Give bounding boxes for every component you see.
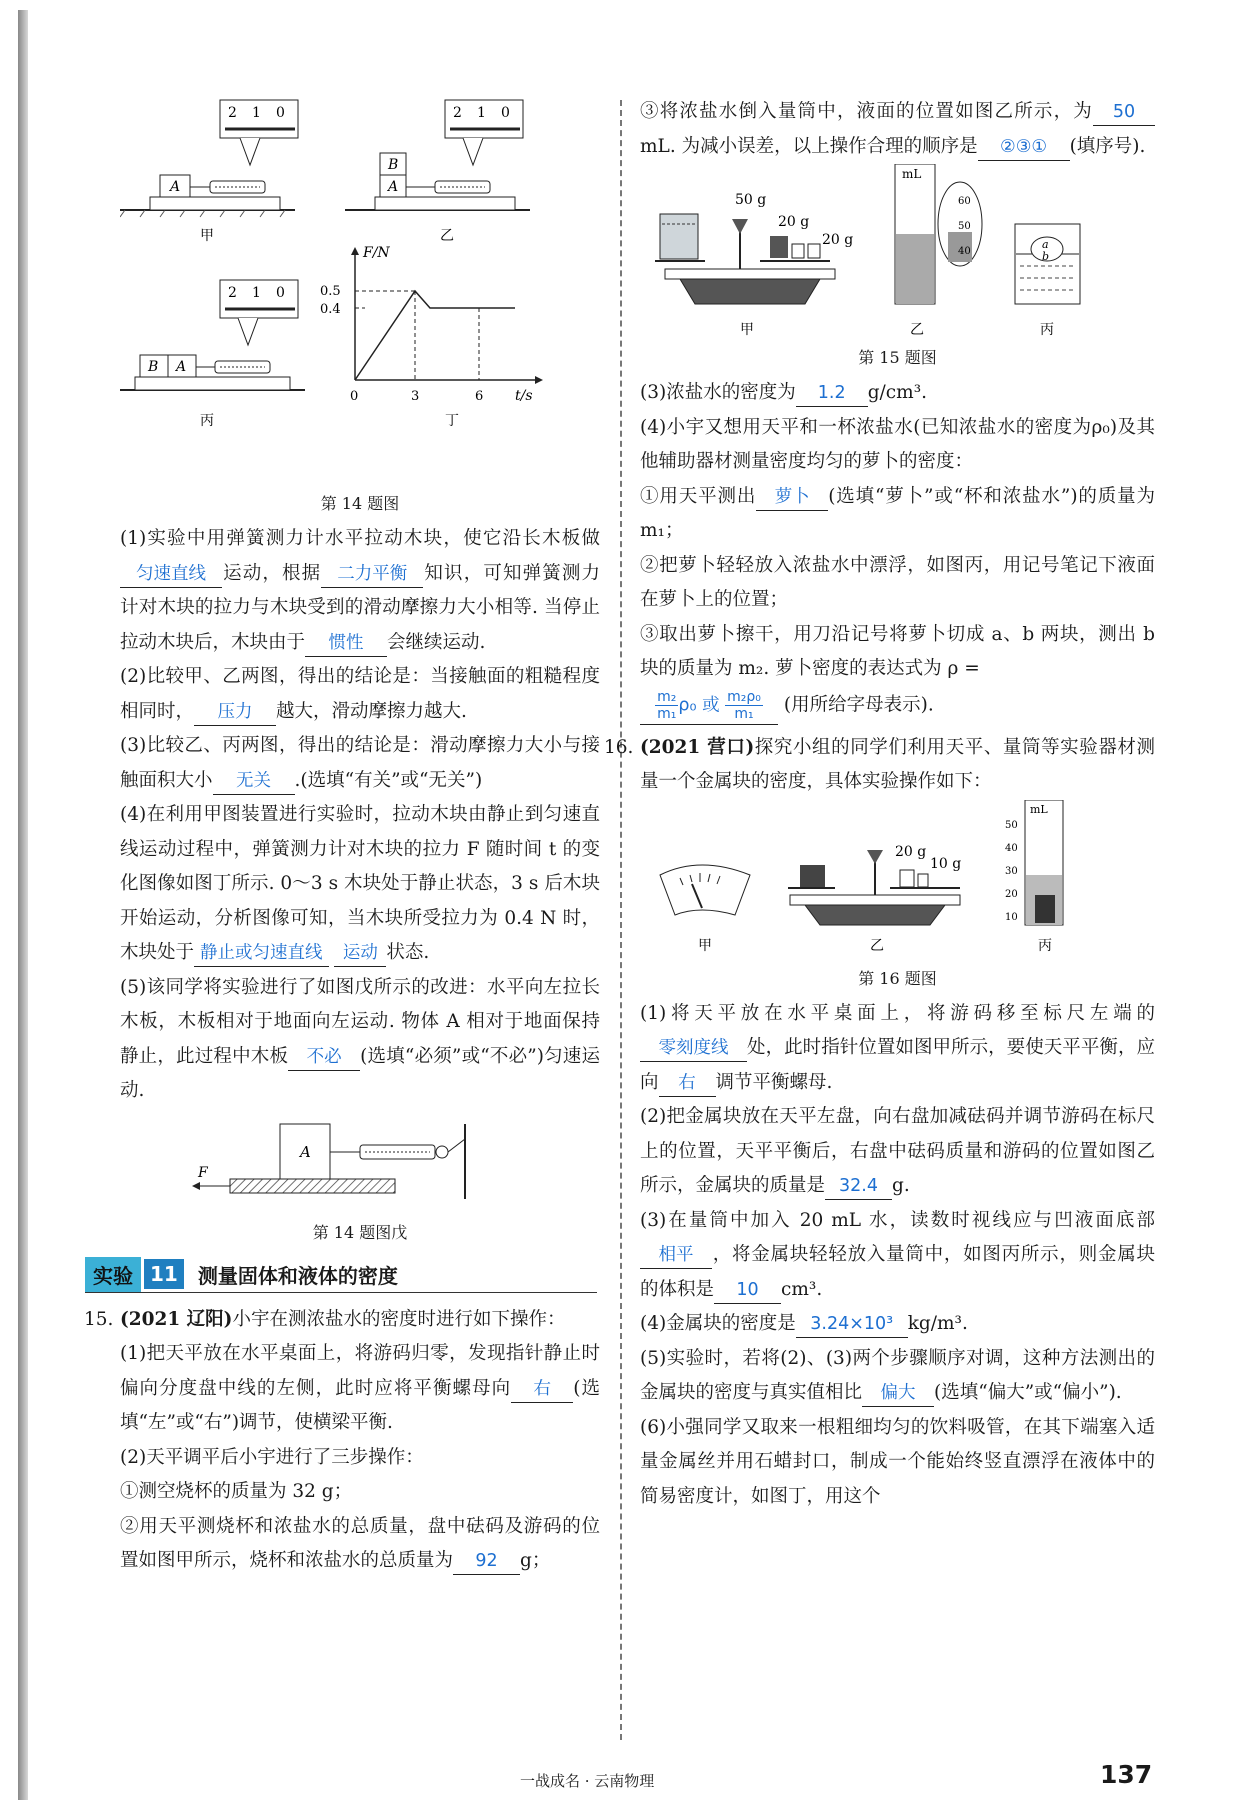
q14-part1: (1)实验中用弹簧测力计水平拉动木块，使它沿长木板做匀速直线 运动，根据 二力平衡 知识，可知弹簧测力计对木块的拉力与木块受到的滑动摩擦力大小相等. 当停止拉动木块后，木块由于 惯性 会继续运动.	[120, 522, 600, 660]
q16-part2: (2)把金属块放在天平左盘，向右盘加减砝码并调节游码在标尺上的位置，天平平衡后，右盘中砝码质量和游码的位置如图乙所示，金属块的质量是 32.4 g.	[640, 1100, 1155, 1204]
svg-text:mL: mL	[902, 167, 922, 181]
svg-text:60: 60	[958, 196, 971, 207]
svg-text:乙: 乙	[910, 322, 924, 338]
svg-text:2: 2	[228, 105, 237, 121]
svg-text:20 g: 20 g	[822, 232, 854, 248]
svg-text:2: 2	[228, 285, 237, 301]
q15-part4c: ③取出萝卜擦干，用刀沿记号将萝卜切成 a、b 两块，测出 b 块的质量为 m₂. 萝卜密度的表达式为 ρ =	[640, 623, 1155, 679]
q16-part3: (3)在量筒中加入 20 mL 水，读数时视线应与凹液面底部相平 ，将金属块轻轻放入量筒中，如图丙所示，则金属块的体积是 10 cm³.	[640, 1204, 1155, 1308]
svg-text:b: b	[1042, 250, 1050, 263]
fig15-cylinder	[895, 164, 982, 338]
q14-part4: (4)在利用甲图装置进行实验时，拉动木块由静止到匀速直线运动过程中，弹簧测力计对木块的拉力 F 随时间 t 的变化图像如图丁所示. 0～3 s 木块处于静止状态，3 s 后木块开始运动，分析图像可知，当木块所受拉力为 0.4 N 时，木块处于 静止或匀速直线 运动 状态.	[120, 798, 600, 971]
figure-14	[120, 95, 600, 485]
fig16-dial	[660, 865, 750, 954]
svg-text:甲: 甲	[740, 322, 754, 338]
page-binding-shadow	[18, 10, 28, 1800]
svg-text:a: a	[1042, 238, 1049, 251]
svg-text:40: 40	[1005, 842, 1018, 854]
svg-text:丙: 丙	[1040, 322, 1054, 338]
footer-book-title: 一战成名 · 云南物理	[520, 1772, 655, 1790]
svg-text:1: 1	[477, 105, 486, 121]
svg-text:0: 0	[501, 105, 510, 121]
figure-16	[640, 800, 1155, 960]
svg-text:50: 50	[958, 221, 971, 232]
figure-15	[640, 164, 1155, 339]
svg-text:1: 1	[252, 285, 261, 301]
fig16-caption: 第 16 题图	[858, 968, 937, 988]
page-number: 137	[1100, 1760, 1153, 1789]
q14-part2: (2)比较甲、乙两图，得出的结论是：当接触面的粗糙程度相同时， 压力 越大，滑动摩擦力越大.	[120, 660, 600, 729]
svg-text:50 g: 50 g	[735, 192, 767, 208]
svg-text:20: 20	[1005, 888, 1018, 900]
q15-part1: (1)把天平放在水平桌面上，将游码归零，发现指针静止时偏向分度盘中线的左侧，此时应将平衡螺母向 右 (选填“左”或“右”)调节，使横梁平衡.	[120, 1343, 600, 1433]
svg-text:0.4: 0.4	[320, 302, 341, 317]
q16-part1: (1)将天平放在水平桌面上，将游码移至标尺左端的零刻度线 处，此时指针位置如图甲所示，要使天平平衡，应向 右 调节平衡螺母.	[640, 997, 1155, 1101]
fig14-wu-caption: 第 14 题图戊	[312, 1222, 408, 1242]
svg-text:10 g: 10 g	[930, 855, 962, 872]
svg-text:t/s: t/s	[515, 388, 533, 404]
q15-part2: (2)天平调平后小宇进行了三步操作：	[120, 1446, 424, 1468]
fig15-beaker	[1015, 224, 1080, 338]
svg-text:丁: 丁	[445, 413, 459, 429]
svg-text:0.5: 0.5	[320, 284, 341, 299]
q14-part5: (5)该同学将实验进行了如图戊所示的改进：水平向左拉长木板，木板相对于地面向左运动. 物体 A 相对于地面保持静止，此过程中木板 不必 (选填“必须”或“不必”)匀速运动.	[120, 976, 600, 1101]
q15-part4a: ①用天平测出 萝卜 (选填“萝卜”或“杯和浓盐水”)的质量为 m₁；	[640, 485, 1155, 541]
svg-text:mL: mL	[1030, 802, 1048, 816]
svg-text:B: B	[388, 157, 399, 173]
svg-text:50: 50	[1005, 819, 1018, 831]
section-header: 实验 11 测量固体和液体的密度	[85, 1257, 597, 1293]
q16-part5: (5)实验时，若将(2)、(3)两个步骤顺序对调，这种方法测出的金属块的密度与真实值相比 偏大 (选填“偏大”或“偏小”).	[640, 1342, 1155, 1411]
q16-part4: (4)金属块的密度是 3.24×10³ kg/m³.	[640, 1307, 1155, 1342]
q15-intro: 15. (2021 辽阳)小宇在测浓盐水的密度时进行如下操作：	[84, 1308, 566, 1330]
svg-text:甲: 甲	[698, 937, 712, 954]
q15-step1: ①测空烧杯的质量为 32 g；	[120, 1481, 353, 1502]
q15-part4: (4)小宇又想用天平和一杯浓盐水(已知浓盐水的密度为ρ₀)及其他辅助器材测量密度均匀的萝卜的密度：	[640, 416, 1155, 472]
svg-text:A: A	[300, 1142, 311, 1161]
fig16-balance	[788, 844, 961, 954]
q16-intro: 16. (2021 营口)探究小组的同学们利用天平、量筒等实验器材测量一个金属块的密度，具体实验操作如下：	[604, 736, 1155, 792]
density-expression-answer: $\frac{\text{m₂}}{\text{m₁}}$ ρ₀ 或 $\frac{\text{m₂ρ₀}}{\text{m₁}}$	[640, 687, 778, 725]
svg-text:丙: 丙	[200, 413, 214, 429]
q16-part6: (6)小强同学又取来一根粗细均匀的饮料吸管，在其下端塞入适量金属丝并用石蜡封口，制成一个能始终竖直漂浮在液体中的简易密度计，如图丁，用这个	[640, 1416, 1155, 1507]
fig14-panel-yi	[345, 100, 530, 244]
svg-text:1: 1	[252, 105, 261, 121]
column-divider	[620, 100, 622, 1740]
svg-text:6: 6	[475, 389, 484, 404]
svg-text:20 g: 20 g	[778, 214, 810, 230]
svg-text:0: 0	[276, 105, 285, 121]
q15-step3: ③将浓盐水倒入量筒中，液面的位置如图乙所示，为 50mL. 为减小误差，以上操作合理的顺序是 ②③① (填序号).	[640, 95, 1155, 164]
q15-part3: (3)浓盐水的密度为 1.2 g/cm³.	[640, 376, 1155, 411]
svg-text:0: 0	[276, 285, 285, 301]
svg-text:A: A	[176, 359, 187, 375]
right-column	[604, 95, 1155, 1514]
svg-text:10: 10	[1005, 911, 1018, 923]
q15-part4d: $\frac{\text{m₂}}{\text{m₁}}$ ρ₀ 或 $\frac{\text{m₂ρ₀}}{\text{m₁}}$ (用所给字母表示).	[640, 687, 1155, 725]
fig15-caption: 第 15 题图	[858, 348, 937, 367]
svg-text:30: 30	[1005, 865, 1018, 877]
q15-part4b: ②把萝卜轻轻放入浓盐水中漂浮，如图丙，用记号笔记下液面在萝卜上的位置；	[640, 554, 1155, 610]
svg-text:A: A	[388, 179, 399, 195]
svg-text:0: 0	[350, 389, 359, 404]
svg-text:甲: 甲	[200, 228, 214, 244]
svg-text:B: B	[148, 359, 159, 375]
svg-text:乙: 乙	[440, 228, 454, 244]
fig14-graph-ding	[320, 245, 543, 429]
svg-text:3: 3	[411, 389, 420, 404]
figure-14-wu	[120, 1109, 600, 1214]
fig14-panel-jia	[120, 100, 298, 244]
svg-text:2: 2	[453, 105, 462, 121]
fig14-caption: 第 14 题图	[320, 494, 400, 513]
q15-step2: ②用天平测烧杯和浓盐水的总质量，盘中砝码及游码的位置如图甲所示，烧杯和浓盐水的总质量为 92 g；	[120, 1510, 600, 1579]
fig14-panel-bing	[120, 280, 305, 429]
svg-text:F: F	[198, 1164, 208, 1181]
svg-text:乙: 乙	[870, 937, 884, 954]
svg-text:40: 40	[958, 246, 971, 257]
svg-text:丙: 丙	[1038, 937, 1052, 954]
fig15-balance	[655, 192, 853, 338]
svg-text:A: A	[170, 179, 181, 195]
q14-part3: (3)比较乙、丙两图，得出的结论是：滑动摩擦力大小与接触面积大小 无关 .(选填“有关”或“无关”)	[120, 729, 600, 798]
svg-text:20 g: 20 g	[895, 843, 927, 860]
left-column	[84, 95, 600, 1579]
svg-text:F/N: F/N	[363, 245, 390, 261]
fig16-cylinder	[1005, 800, 1063, 954]
